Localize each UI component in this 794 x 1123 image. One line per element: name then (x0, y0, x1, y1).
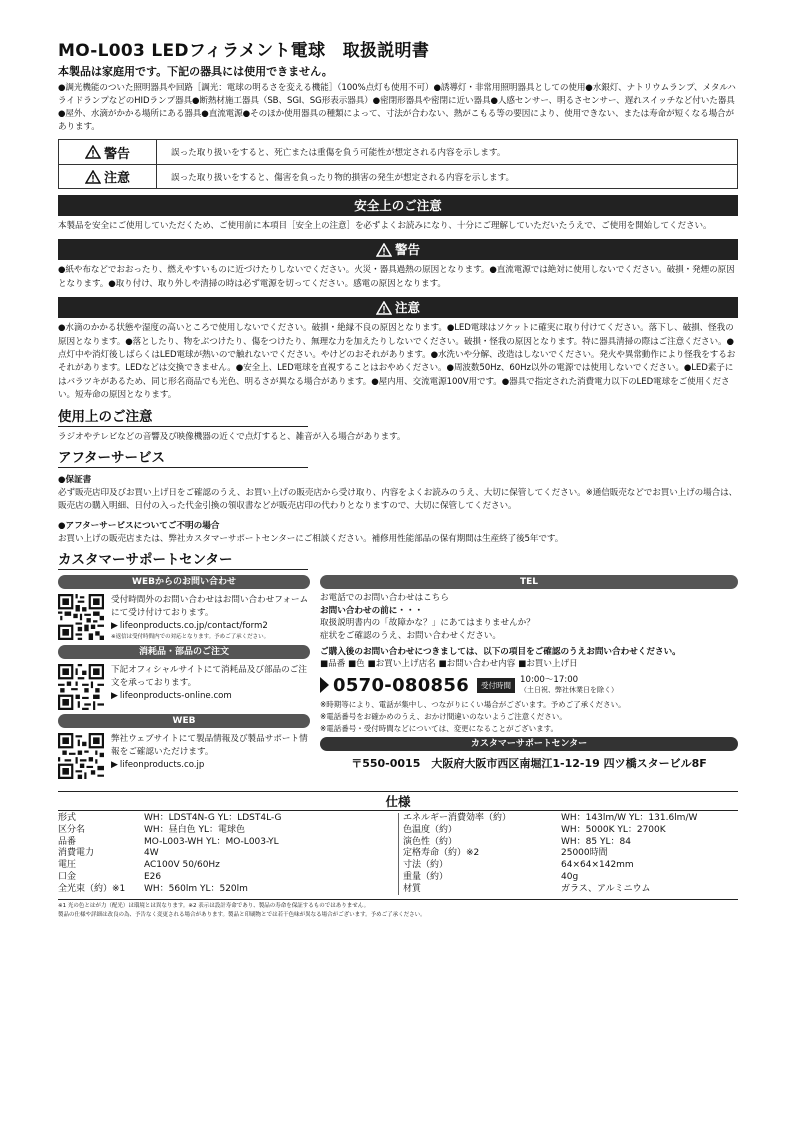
spec-value: 40g (561, 871, 579, 882)
specs-left (58, 813, 398, 895)
spec-key: 消費電力 (58, 848, 95, 859)
web-text-block (111, 733, 310, 779)
web-inquiry-text-block (111, 594, 310, 641)
tel-label: TEL (320, 575, 738, 589)
manual-page (58, 40, 738, 920)
caution-heading: 注意 (394, 300, 420, 316)
spec-key: 区分名 (58, 824, 86, 835)
specs-footnote1: ※1 光の色とはが力（配光）は環境とは異なります。※2 表示は設計寿命であり、製品の寿命を保証するものではありません。 (58, 903, 370, 910)
tel-note1: ※時期等により、電話が集中し、つながりにくい場合がございます。予めご了承ください。 (320, 699, 626, 709)
warning-text: ●紙や布などでおおったり、燃えやすいものに近づけたりしないでください。火災・器具過熱の原因となります。●直流電源では絶対に使用しないでください。破損・発煙の原因となります。●取り付け、取り外しや清掃の時は必ず電源を切ってください。感電の原因となります。 (58, 265, 735, 289)
spec-row (403, 872, 738, 884)
specs-footnote2: 製品の仕様や詳細は改良の為、予告なく変更される場合があります。製品と印刷物とでは若干色味が異なる場合がございます。予めご了承ください。 (58, 912, 426, 919)
web-text: 弊社ウェブサイトにて製品情報及び製品サポート情報をご確認いただけます。 (111, 734, 308, 758)
warning-triangle-icon (85, 145, 101, 159)
web-inquiry-link-text[interactable]: lifeonproducts.co.jp/contact/form2 (119, 621, 268, 632)
spec-value: MO-L003-WH YL：MO-L003-YL (144, 836, 279, 847)
support-left-column (58, 575, 310, 783)
spec-key: 寸法（約） (403, 860, 449, 871)
safety-intro: 本製品を安全にご使用していただくため、ご使用前に本項目［安全上の注意］を必ずよくお読みになり、十分にご理解していただいたうえで、ご使用を開始してください。 (58, 221, 712, 231)
center-label: カスタマーサポートセンター (320, 737, 738, 751)
spec-key: 全光束（約）※1 (58, 883, 126, 894)
usage-heading: 使用上のご注意 (58, 408, 153, 425)
support-heading-rule (58, 569, 308, 570)
spec-value: 64×64×142mm (561, 860, 634, 871)
web-inquiry-link[interactable] (111, 620, 310, 633)
hours-badge: 受付時間 (477, 678, 515, 693)
legend-caution-row (59, 164, 737, 188)
play-arrow-icon: ▶ (111, 691, 118, 702)
warning-heading-bar (58, 239, 738, 260)
legend-caution-text: 誤った取り扱いをすると、傷害を負ったり物的損害の発生が想定される内容を示します。 (171, 172, 515, 183)
spec-row (58, 872, 398, 884)
support-heading: カスタマーサポートセンター (58, 552, 233, 569)
consumables-block (58, 664, 310, 710)
usage-text: ラジオやテレビなどの音響及び映像機器の近くで点灯すると、雑音が入る場合があります。 (58, 431, 406, 442)
tel-number[interactable]: 0570-080856 (333, 674, 470, 696)
tel-note3: ※電話番号・受付時間などについては、変更になることがございます。 (320, 723, 559, 733)
tel-number-row (320, 675, 738, 696)
spec-key: 材質 (403, 883, 422, 894)
specs-heading: 仕様 (58, 791, 738, 811)
legend-caution-label (59, 165, 157, 188)
spec-row (403, 848, 738, 860)
specs-right (398, 813, 738, 895)
consumables-text: 下記オフィシャルサイトにて消耗品及び部品のご注文を承っております。 (111, 665, 307, 689)
spec-key: エネルギー消費効率（約） (403, 813, 512, 824)
play-arrow-icon (320, 677, 329, 693)
spec-row (58, 825, 398, 837)
legend-warning-text: 誤った取り扱いをすると、死亡または重傷を負う可能性が想定される内容を示します。 (171, 148, 506, 158)
spec-value: WH：560lm YL：520lm (144, 883, 248, 894)
web-inquiry-block (58, 594, 310, 641)
spec-value: WH：昼白色 YL：電球色 (144, 824, 246, 835)
intro-text: ●調光機能のついた照明器具や回路［調光：電球の明るさを変える機能］（100%点灯も使用不可）●誘導灯・非常用照明器具としての使用●水銀灯、ナトリウムランプ、メタルハライドランプなどのHIDランプ器具●断熱材施工器具（SB、SGI、SG形表示器具）●密閉形器具や密閉に近い器具●人感センサー、明るさセンサー、遅れスイッチなど付いた器具●屋外、水滴がかかる場所にある器具●直流電源●そのほか使用器具の種類によって、寸法が合わない、熱がこもる等の要因により、使用できない、または寿命が短くなる場合があります。 (58, 83, 736, 132)
web-inquiry-label: WEBからのお問い合わせ (58, 575, 310, 589)
spec-key: 電圧 (58, 860, 77, 871)
page-subtitle: 本製品は家庭用です。下記の器具には使用できません。 (58, 65, 333, 78)
consumables-link[interactable] (111, 690, 310, 703)
caution-heading-bar (58, 297, 738, 318)
tel-notes (320, 699, 738, 735)
spec-value: E26 (144, 871, 162, 882)
spec-row (58, 837, 398, 849)
qr-code-icon (58, 594, 104, 640)
spec-row (403, 884, 738, 896)
spec-row (403, 813, 738, 825)
spec-key: 演色性（約） (403, 836, 458, 847)
legend-warning-text-label: 警告 (103, 146, 130, 162)
tel-note2: ※電話番号をお確かめのうえ、おかけ間違いのないようご注意ください。 (320, 711, 567, 721)
spec-value: 25000時間 (561, 848, 608, 859)
spec-row (403, 837, 738, 849)
hours-block (520, 675, 618, 695)
after-service-heading: アフターサービス (58, 450, 166, 467)
web-inquiry-note: ※返信は受付時間内での対応となります。予めご了承ください。 (111, 634, 270, 641)
center-address: 〒550-0015 大阪府大阪市西区南堀江1-12-19 四ツ橋スタービル8F (351, 756, 707, 770)
caution-triangle-icon (376, 301, 392, 315)
tel-items: ■品番 ■色 ■お買い上げ店名 ■お問い合わせ内容 ■お買い上げ日 (320, 659, 578, 670)
play-arrow-icon: ▶ (111, 621, 118, 632)
spec-row (58, 813, 398, 825)
legend-caution-text-label: 注意 (103, 171, 130, 186)
spec-row (58, 848, 398, 860)
web-block (58, 733, 310, 779)
after-service-heading-rule (58, 467, 308, 468)
consumables-label: 消耗品・部品のご注文 (58, 645, 310, 659)
spec-key: 重量（約） (403, 871, 449, 882)
tel-line1: お電話でのお問い合わせはこちら (320, 593, 449, 604)
specs-footnotes (58, 899, 738, 920)
web-inquiry-text: 受付時間外のお問い合わせはお問い合わせフォームにて受け付けております。 (111, 595, 309, 619)
tel-line3: 取扱説明書内の「故障かな？」にあてはまりませんか？ (320, 618, 535, 629)
inquiry-text: お買い上げの販売店または、弊社カスタマーサポートセンターにご相談ください。補修用性能部品の保有期間は生産終了後5年です。 (58, 533, 564, 544)
tel-intro (320, 592, 738, 671)
spec-row (58, 884, 398, 896)
play-arrow-icon: ▶ (111, 760, 118, 771)
hours-text: 10:00～17:00 (520, 675, 579, 686)
spec-key: 色温度（約） (403, 824, 458, 835)
spec-value: AC100V 50/60Hz (144, 860, 220, 871)
warning-triangle-icon (376, 243, 392, 257)
consumables-text-block (111, 664, 310, 710)
spec-value: ガラス、アルミニウム (561, 883, 651, 894)
web-label: WEB (58, 714, 310, 728)
warranty-text: 必ず販売店印及びお買い上げ日をご確認のうえ、お買い上げの販売店から受け取り、内容をよくお読みのうえ、大切に保管してください。※通信販売などでお買い上げの場合は、販売店の購入明細、日付の入った代金引換の領収書などが販売店印の代わりとなりますので、大切に保管してください。 (58, 488, 738, 512)
spec-row (403, 860, 738, 872)
usage-heading-rule (58, 426, 308, 427)
web-link-text[interactable]: lifeonproducts.co.jp (119, 760, 205, 771)
spec-key: 品番 (58, 836, 77, 847)
qr-code-icon (58, 733, 104, 779)
tel-confirm: ご購入後のお問い合わせにつきましては、以下の項目をご確認のうえお問い合わせください。 (320, 646, 681, 657)
inquiry-heading: ●アフターサービスについてご不明の場合 (58, 520, 220, 531)
spec-value: WH：LDST4N-G YL：LDST4L-G (144, 813, 282, 824)
warning-heading: 警告 (394, 242, 420, 258)
spec-value: WH：85 YL：84 (561, 836, 631, 847)
tel-line2: お問い合わせの前に・・・ (320, 605, 424, 616)
qr-code-icon (58, 664, 104, 710)
spec-key: 口金 (58, 871, 77, 882)
symbol-legend (58, 139, 738, 189)
spec-key: 形式 (58, 813, 77, 824)
spec-value: WH：143lm/W YL：131.6lm/W (561, 813, 698, 824)
safety-heading: 安全上のご注意 (58, 195, 738, 216)
support-right-column (320, 575, 738, 783)
warranty-heading: ●保証書 (58, 475, 92, 486)
consumables-link-text[interactable]: lifeonproducts-online.com (119, 691, 232, 702)
legend-warning-label (59, 140, 157, 164)
spec-value: WH：5000K YL：2700K (561, 824, 666, 835)
specs-section (58, 791, 738, 920)
hours-note: （土日祝、弊社休業日を除く） (520, 686, 619, 695)
tel-line4: 症状をご確認のうえ、お問い合わせください。 (320, 631, 501, 642)
web-link[interactable] (111, 759, 310, 772)
spec-key: 定格寿命（約）※2 (403, 848, 480, 859)
spec-value: 4W (144, 848, 159, 859)
support-columns (58, 575, 738, 783)
spec-row (58, 860, 398, 872)
caution-text: ●水滴のかかる状態や湿度の高いところで使用しないでください。破損・絶縁不良の原因となります。●LED電球はソケットに確実に取り付けてください。落下し、破損、怪我の原因となります。●落としたり、物をぶつけたり、傷をつけたり、無理な力を加えたりしないでください。破損・怪我の原因となります。特に器具清掃の際はご注意ください。●点灯中や消灯後しばらくはLED電球が熱いので触れないでください。やけどのおそれがあります。●水洗いや分解、改造はしないでください。発火や異常動作により怪我をするおそれがあります。LEDなどは交換できません。●安全上、LED電球を直視することはおやめください。●周波数50Hz、60Hz以外の電源では使用しないでください。●LED素子にはバラツキがあるため、同じ形名商品でも光色、明るさが異なる場合があります。●屋内用、交流電源100V用です。●器具で指定された消費電力以下のLED電球をご使用ください。短寿命の原因となります。 (58, 323, 736, 401)
page-title: MO-L003 LEDフィラメント電球 取扱説明書 (58, 41, 430, 61)
caution-triangle-icon (85, 170, 101, 184)
spec-row (403, 825, 738, 837)
legend-warning-row (59, 140, 737, 164)
specs-table (58, 813, 738, 895)
